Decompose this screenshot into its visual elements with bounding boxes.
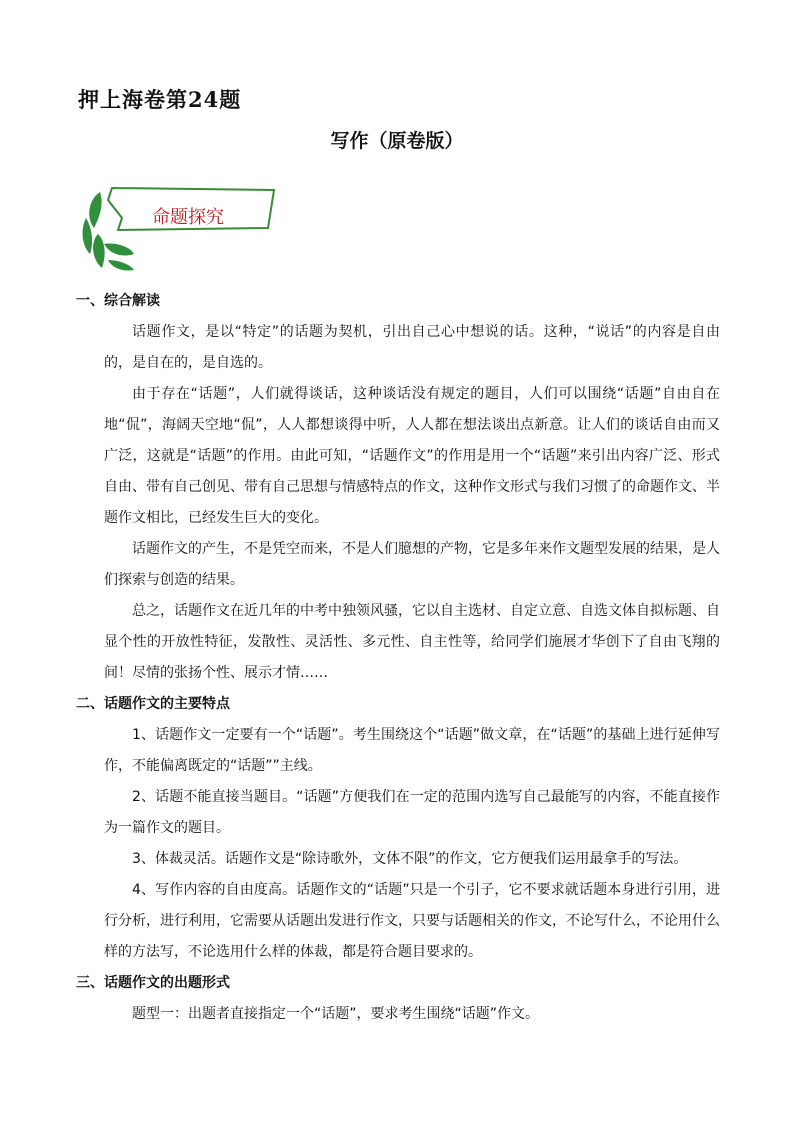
paragraph: 由于存在“话题”，人们就得谈话，这种谈话没有规定的题目，人们可以围绕“话题”自由自在地“侃”，海阔天空地“侃”，人人都想谈得中听，人人都在想法谈出点新意。让人们的谈话自由而又广泛，这就是“话题”的作用。由此可知，“话题作文”的作用是用一个“话题”来引出内容广泛、形式自由、带有自己创见、带有自己思想与情感特点的作文，这种作文形式与我们习惯了的命题作文、半题作文相比，已经发生巨大的变化。	[104, 386, 720, 526]
leaf-icon	[93, 234, 105, 268]
paragraph: 话题作文，是以“特定”的话题为契机，引出自己心中想说的话。这种，“说话”的内容是自由的，是自在的，是自选的。	[104, 324, 720, 371]
paragraph: 总之，话题作文在近几年的中考中独领风骚，它以自主选材、自定立意、自选文体自拟标题、自显个性的开放性特征，发散性、灵活性、多元性、自主性等，给同学们施展才华创下了自由飞翔的间！尽情的张扬个性、展示才情……	[104, 603, 720, 681]
section-heading: 三、话题作文的出题形式	[76, 975, 230, 991]
document-title: 押上海卷第24题	[78, 87, 242, 112]
section-heading: 二、话题作文的主要特点	[76, 696, 230, 712]
document-body	[76, 286, 720, 1030]
leaf-icon	[108, 260, 134, 271]
leaf-icon	[104, 243, 134, 255]
section-heading: 一、综合解读	[76, 293, 160, 309]
leaf-icon	[89, 192, 101, 228]
paragraph: 4、写作内容的自由度高。话题作文的“话题”只是一个引子，它不要求就话题本身进行引用，进行分析，进行利用，它需要从话题出发进行作文，只要与话题相关的作文，不论写什么，不论用什么样的方法写，不论选用什么样的体裁，都是符合题目要求的。	[104, 882, 720, 960]
badge-label: 命题探究	[152, 207, 224, 228]
paragraph: 题型一：出题者直接指定一个“话题”，要求考生围绕“话题”作文。	[132, 1006, 540, 1022]
leaf-icon	[83, 218, 93, 254]
paragraph: 2、话题不能直接当题目。“话题”方便我们在一定的范围内选写自己最能写的内容，不能直接作为一篇作文的题目。	[104, 789, 720, 836]
document-subtitle: 写作（原卷版）	[330, 130, 464, 152]
paragraph: 1、话题作文一定要有一个“话题”。考生围绕这个“话题”做文章，在“话题”的基础上进行延伸写作，不能偏离既定的“话题””主线。	[104, 727, 720, 774]
paragraph: 3、体裁灵活。话题作文是“除诗歌外，文体不限”的作文，它方便我们运用最拿手的写法。	[132, 851, 688, 867]
paragraph: 话题作文的产生，不是凭空而来，不是人们臆想的产物，它是多年来作文题型发展的结果，是人们探索与创造的结果。	[104, 541, 720, 588]
